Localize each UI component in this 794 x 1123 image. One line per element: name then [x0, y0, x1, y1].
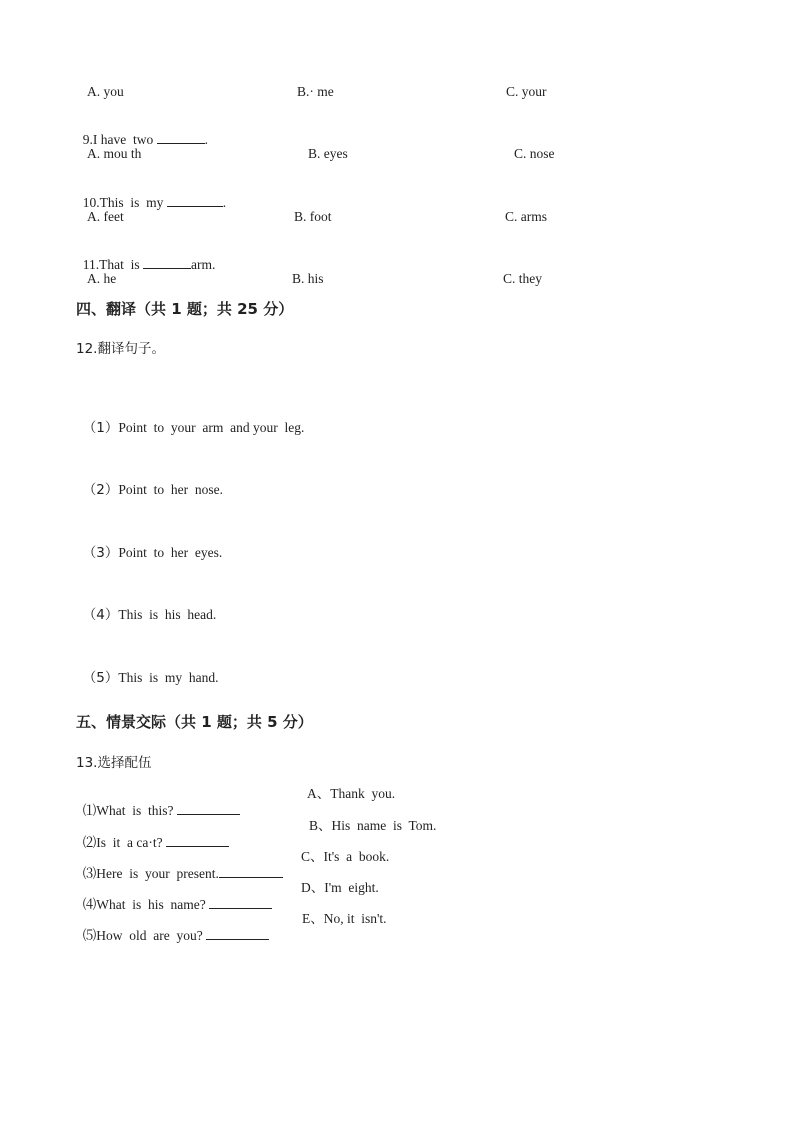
q9-blank	[157, 131, 205, 144]
item-number: ⑷	[82, 897, 97, 913]
q13-answer-c: C、It's a book.	[301, 849, 390, 864]
q13-item-3	[76, 849, 283, 882]
q12-item-1	[76, 404, 304, 436]
q10-blank	[167, 194, 223, 207]
q11-suffix: arm.	[191, 257, 216, 272]
q13-item-5	[76, 911, 269, 944]
q12-item-3	[76, 529, 222, 561]
q13-item-2	[76, 818, 229, 851]
section4-title: 四、翻译（共 1 题；共 25 分）	[76, 300, 294, 318]
q9-suffix: .	[204, 132, 208, 147]
q10-suffix: .	[222, 195, 227, 210]
q13-answer-d: D、I'm eight.	[301, 880, 379, 895]
q11-prefix: 11.That is	[82, 257, 143, 272]
item-number: （2）	[82, 482, 119, 498]
q9-option-a: A. mou th	[87, 146, 142, 161]
item-number: （5）	[82, 670, 119, 686]
q13-stem: 13.选择配伍	[76, 755, 152, 771]
q11-option-b: B. his	[292, 271, 324, 286]
q10-prefix: 10.This is my	[82, 195, 167, 210]
q10-option-c: C. arms	[505, 209, 547, 224]
q10-option-b: B. foot	[294, 209, 332, 224]
item-text: This is his head.	[118, 607, 217, 622]
q9-prefix: 9.I have two	[82, 132, 157, 147]
q8-option-b: B.· me	[297, 84, 334, 99]
q12-stem: 12.翻译句子。	[76, 341, 165, 357]
q12-item-4	[76, 591, 216, 623]
item-text: Point to her nose.	[118, 482, 223, 497]
answer-blank	[209, 896, 272, 909]
item-number: （4）	[82, 607, 119, 623]
item-text: This is my hand.	[118, 670, 219, 685]
q8-option-c: C. your	[506, 84, 547, 99]
q10-stem	[76, 178, 226, 211]
q8-option-a: A. you	[87, 84, 124, 99]
item-number: ⑸	[82, 928, 97, 944]
q12-item-5	[76, 654, 218, 686]
item-text: Point to your arm and your leg.	[118, 420, 305, 435]
item-number: （3）	[82, 545, 119, 561]
item-text: How old are you?	[96, 928, 207, 943]
q9-option-b: B. eyes	[308, 146, 348, 161]
q13-answer-a: A、Thank you.	[307, 786, 396, 801]
item-number: （1）	[82, 420, 119, 436]
q12-item-2	[76, 466, 223, 498]
item-text: Point to her eyes.	[118, 545, 223, 560]
q11-stem	[76, 240, 215, 273]
q11-option-a: A. he	[87, 271, 117, 286]
answer-blank	[177, 802, 240, 815]
q10-option-a: A. feet	[87, 209, 124, 224]
item-number: ⑶	[82, 866, 97, 882]
section5-title: 五、情景交际（共 1 题；共 5 分）	[76, 713, 313, 731]
q9-option-c: C. nose	[514, 146, 555, 161]
answer-blank	[206, 927, 269, 940]
item-text: What is his name?	[96, 897, 210, 912]
item-text: Is it a ca·t?	[96, 835, 166, 850]
q11-option-c: C. they	[503, 271, 542, 286]
item-number: ⑴	[82, 803, 97, 819]
answer-blank	[219, 865, 283, 878]
q13-answer-e: E、No, it isn't.	[302, 911, 387, 926]
q13-answer-b: B、His name is Tom.	[309, 818, 437, 833]
item-text: Here is your present.	[96, 866, 219, 881]
q9-stem	[76, 115, 208, 148]
q13-item-1	[76, 786, 240, 819]
item-text: What is this?	[96, 803, 177, 818]
answer-blank	[166, 834, 229, 847]
q11-blank	[143, 256, 191, 269]
item-number: ⑵	[82, 835, 97, 851]
q13-item-4	[76, 880, 272, 913]
